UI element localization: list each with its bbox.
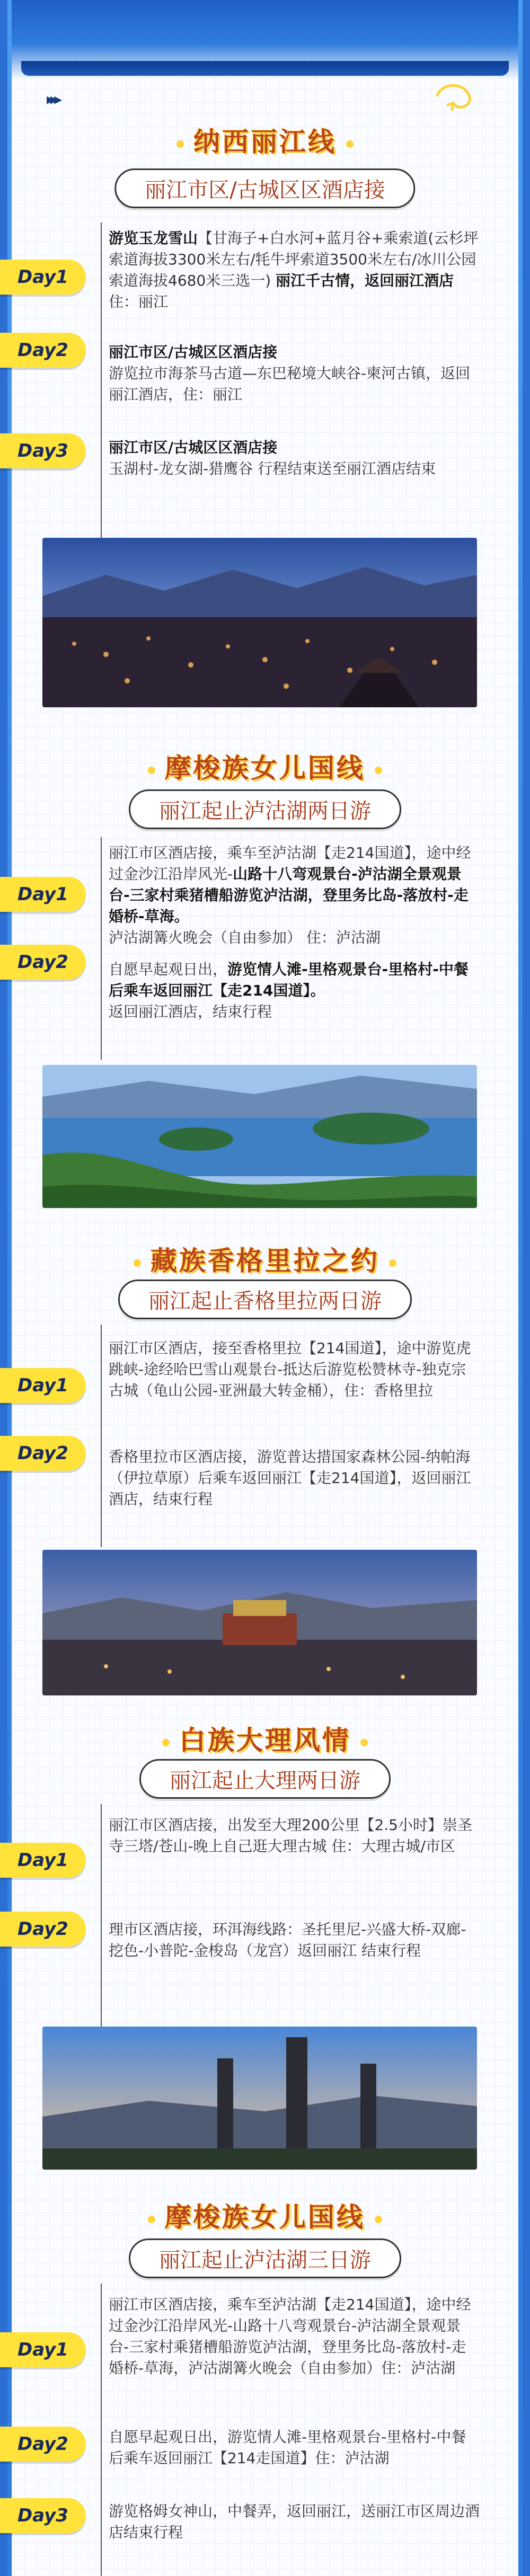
section-1-title: 纳西丽江线 bbox=[0, 121, 530, 159]
day-badge: Day1 bbox=[0, 260, 86, 295]
section-5-subtitle: 丽江起止泸沽湖三日游 bbox=[129, 2239, 401, 2278]
day-description: 丽江市区酒店接，乘车至泸沽湖【走214国道】，途中经过金沙江沿岸风光-山路十八弯观景台-泸沽湖全景观景台-三家村乘猪槽船游览泸沽湖，登里务比岛-落放村-走婚桥-草海。 泸沽湖篝火晚会（自由参加） 住：泸沽湖 bbox=[109, 844, 471, 946]
day-badge: Day3 bbox=[0, 2498, 86, 2533]
day-badge: Day1 bbox=[0, 1843, 86, 1878]
day-description: 丽江市区酒店，接至香格里拉【214国道】，途中游览虎跳峡-途经哈巴雪山观景台-抵达后游览松赞林寺-独克宗古城（龟山公园-亚洲最大转金桶），住：香格里拉 bbox=[109, 1339, 471, 1399]
timeline-line bbox=[101, 223, 102, 540]
photo-lijiang-old-town bbox=[42, 538, 477, 707]
day-badge: Day3 bbox=[0, 433, 86, 468]
day-description: 自愿早起观日出，游览情人滩-里格观景台-里格村-中餐后乘车返回丽江【214走国道】住：泸沽湖 bbox=[109, 2428, 466, 2467]
section-2-title: 摩梭族女儿国线 bbox=[0, 747, 530, 785]
day-description: 理市区酒店接，环洱海线路：圣托里尼-兴盛大桥-双廊-挖色-小普陀-金梭岛（龙宫）返回丽江 结束行程 bbox=[109, 1921, 466, 1959]
day-badge: Day2 bbox=[0, 1912, 86, 1947]
section-3-subtitle: 丽江起止香格里拉两日游 bbox=[118, 1280, 412, 1319]
section-4-title: 白族大理风情 bbox=[0, 1719, 530, 1757]
photo-songzanlin-monastery bbox=[42, 1550, 477, 1695]
swirl-arrow-icon bbox=[432, 79, 480, 117]
section-2-subtitle: 丽江起止泸沽湖两日游 bbox=[129, 789, 401, 829]
day-description: 丽江市区/古城区区酒店接 玉湖村-龙女湖-猎鹰谷 行程结束送至丽江酒店结束 bbox=[109, 439, 436, 477]
day-description: 丽江市区酒店接，乘车至泸沽湖【走214国道】，途中经过金沙江沿岸风光-山路十八弯观景台-泸沽湖全景观景台-三家村乘猪槽船游览泸沽湖，登里务比岛-落放村-走婚桥-草海，泸沽湖篝火晚会（自由参加）住：泸沽湖 bbox=[109, 2296, 471, 2377]
day-description: 丽江市区/古城区区酒店接 游览拉市海茶马古道—东巴秘境大峡谷-柬河古镇，返回丽江酒店，住：丽江 bbox=[109, 343, 471, 403]
day-badge: Day1 bbox=[0, 2332, 86, 2367]
timeline-line bbox=[101, 2284, 102, 2576]
photo-lugu-lake bbox=[42, 1065, 477, 1208]
arrows-icon: ▸▸▸ bbox=[47, 90, 58, 109]
section-1-subtitle: 丽江市区/古城区区酒店接 bbox=[114, 168, 415, 208]
day-badge: Day2 bbox=[0, 945, 86, 980]
day-badge: Day1 bbox=[0, 877, 86, 912]
day-description: 游览玉龙雪山【甘海子+白水河+蓝月谷+乘索道(云杉坪索道海拔3300米左右/牦牛坪索道3500米左右/冰川公园索道海拔4680米三选一) 丽江千古情，返回丽江酒店 住：丽江 bbox=[109, 229, 479, 310]
day-description: 丽江市区酒店接，出发至大理200公里【2.5小时】崇圣寺三塔/苍山-晚上自己逛大理古城 住：大理古城/市区 bbox=[109, 1816, 472, 1855]
timeline-line bbox=[101, 1804, 102, 2027]
section-5-title: 摩梭族女儿国线 bbox=[0, 2196, 530, 2234]
day-badge: Day1 bbox=[0, 1368, 86, 1403]
frame-right bbox=[523, 0, 530, 2576]
day-badge: Day2 bbox=[0, 333, 86, 368]
photo-three-pagodas bbox=[42, 2027, 477, 2170]
timeline-line bbox=[101, 1325, 102, 1547]
frame-left bbox=[0, 0, 7, 2576]
scroll-rod bbox=[21, 61, 509, 76]
day-badge: Day2 bbox=[0, 2427, 86, 2462]
section-4-subtitle: 丽江起止大理两日游 bbox=[139, 1759, 391, 1799]
section-3-title: 藏族香格里拉之约 bbox=[0, 1240, 530, 1278]
day-badge: Day2 bbox=[0, 1436, 86, 1471]
timeline-line bbox=[101, 837, 102, 1060]
day-description: 游览格姆女神山，中餐弄，返回丽江，送丽江市区周边酒店结束行程 bbox=[109, 2502, 480, 2541]
day-description: 自愿早起观日出，游览情人滩-里格观景台-里格村-中餐后乘车返回丽江【走214国道】。 返回丽江酒店，结束行程 bbox=[109, 961, 469, 1020]
day-description: 香格里拉市区酒店接，游览普达措国家森林公园-纳帕海（伊拉草原）后乘车返回丽江【走214国道】，返回丽江酒店，结束行程 bbox=[109, 1448, 471, 1508]
